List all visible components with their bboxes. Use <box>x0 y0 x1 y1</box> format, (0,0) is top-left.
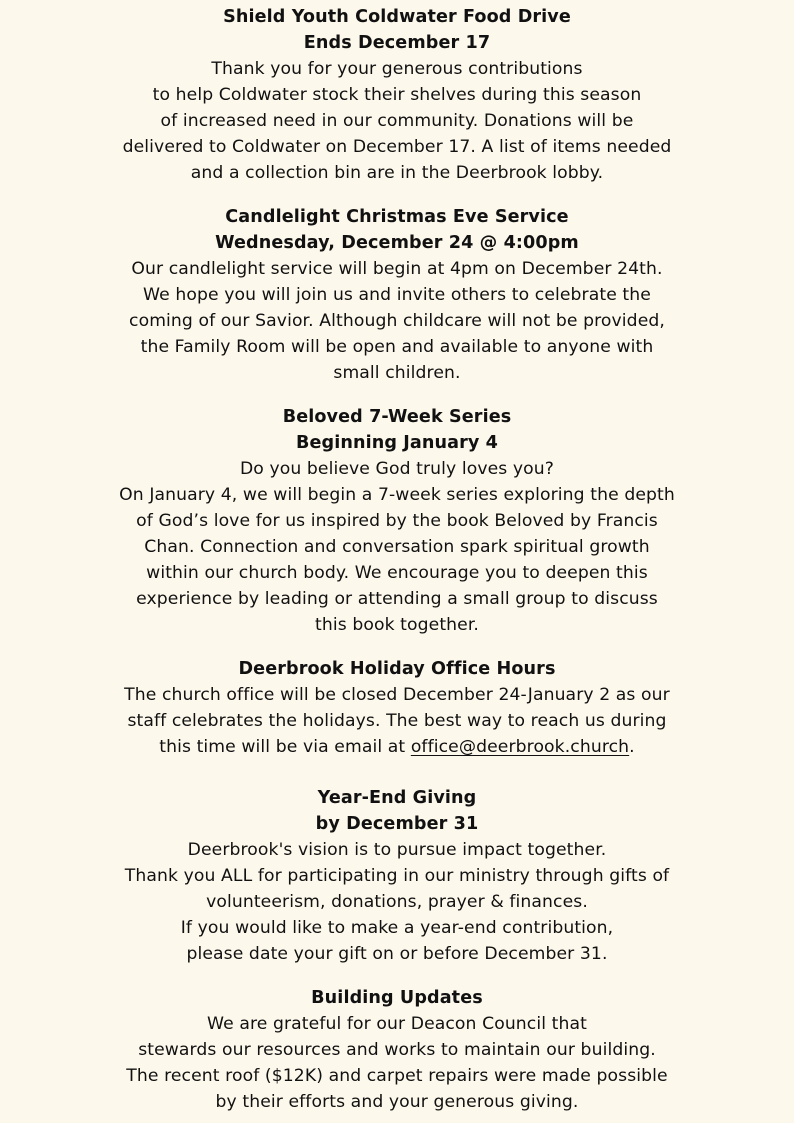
christmas-eve-title: Candlelight Christmas Eve Service <box>225 207 569 227</box>
food-drive-body-line: delivered to Coldwater on December 17. A list of items needed <box>122 137 672 157</box>
beloved-series-body-line: On January 4, we will begin a 7-week series exploring the depth <box>119 485 675 505</box>
food-drive-subtitle: Ends December 17 <box>303 33 491 53</box>
food-drive-body-line: Thank you for your generous contributions <box>211 59 583 79</box>
year-end-giving-body-line: please date your gift on or before December 31. <box>186 944 608 964</box>
beloved-series-section <box>0 404 794 638</box>
year-end-giving-subtitle: by December 31 <box>315 814 479 834</box>
building-updates-section <box>0 985 794 1115</box>
building-updates-title: Building Updates <box>311 988 483 1008</box>
beloved-series-body-line: within our church body. We encourage you to deepen this <box>146 563 648 583</box>
beloved-series-body-line: experience by leading or attending a small group to discuss <box>136 589 658 609</box>
office-hours-body-line: staff celebrates the holidays. The best way to reach us during <box>127 711 667 731</box>
year-end-giving-section <box>0 785 794 967</box>
building-updates-body-line: The recent roof ($12K) and carpet repairs were made possible <box>126 1066 668 1086</box>
food-drive-body-line: to help Coldwater stock their shelves during this season <box>152 85 642 105</box>
year-end-giving-title: Year-End Giving <box>317 788 477 808</box>
christmas-eve-subtitle: Wednesday, December 24 @ 4:00pm <box>215 233 579 253</box>
christmas-eve-body-line: Our candlelight service will begin at 4pm on December 24th. <box>131 259 663 279</box>
beloved-series-body-line: of God’s love for us inspired by the book Beloved by Francis <box>136 511 658 531</box>
christmas-eve-section <box>0 204 794 386</box>
office-hours-email-prefix: this time will be via email at <box>159 737 411 757</box>
year-end-giving-body-line: Thank you ALL for participating in our ministry through gifts of <box>124 866 670 886</box>
food-drive-body-line: and a collection bin are in the Deerbrook lobby. <box>190 163 604 183</box>
office-email-link[interactable]: office@deerbrook.church <box>410 737 630 757</box>
office-hours-section <box>0 656 794 760</box>
office-hours-email-line <box>0 734 794 760</box>
christmas-eve-body-line: the Family Room will be open and available to anyone with <box>140 337 654 357</box>
building-updates-body-line: stewards our resources and works to maintain our building. <box>138 1040 656 1060</box>
office-hours-body-line: The church office will be closed December 24-January 2 as our <box>124 685 670 705</box>
food-drive-body-line: of increased need in our community. Donations will be <box>160 111 634 131</box>
christmas-eve-body-line: We hope you will join us and invite others to celebrate the <box>143 285 651 305</box>
beloved-series-body-line: Do you believe God truly loves you? <box>239 459 555 479</box>
office-hours-email-suffix: . <box>629 737 635 757</box>
building-updates-body-line: by their efforts and your generous giving. <box>215 1092 579 1112</box>
building-updates-body-line: We are grateful for our Deacon Council that <box>207 1014 587 1034</box>
year-end-giving-body-line: If you would like to make a year-end contribution, <box>180 918 614 938</box>
christmas-eve-body-line: coming of our Savior. Although childcare will not be provided, <box>129 311 665 331</box>
beloved-series-title: Beloved 7-Week Series <box>282 407 512 427</box>
food-drive-title: Shield Youth Coldwater Food Drive <box>223 7 571 27</box>
christmas-eve-body-line: small children. <box>333 363 461 383</box>
year-end-giving-body-line: volunteerism, donations, prayer & finances. <box>206 892 588 912</box>
beloved-series-body-line: this book together. <box>315 615 479 635</box>
office-hours-title: Deerbrook Holiday Office Hours <box>238 659 556 679</box>
beloved-series-subtitle: Beginning January 4 <box>295 433 499 453</box>
beloved-series-body-line: Chan. Connection and conversation spark spiritual growth <box>144 537 650 557</box>
food-drive-section <box>0 4 794 186</box>
year-end-giving-body-line: Deerbrook's vision is to pursue impact together. <box>187 840 607 860</box>
